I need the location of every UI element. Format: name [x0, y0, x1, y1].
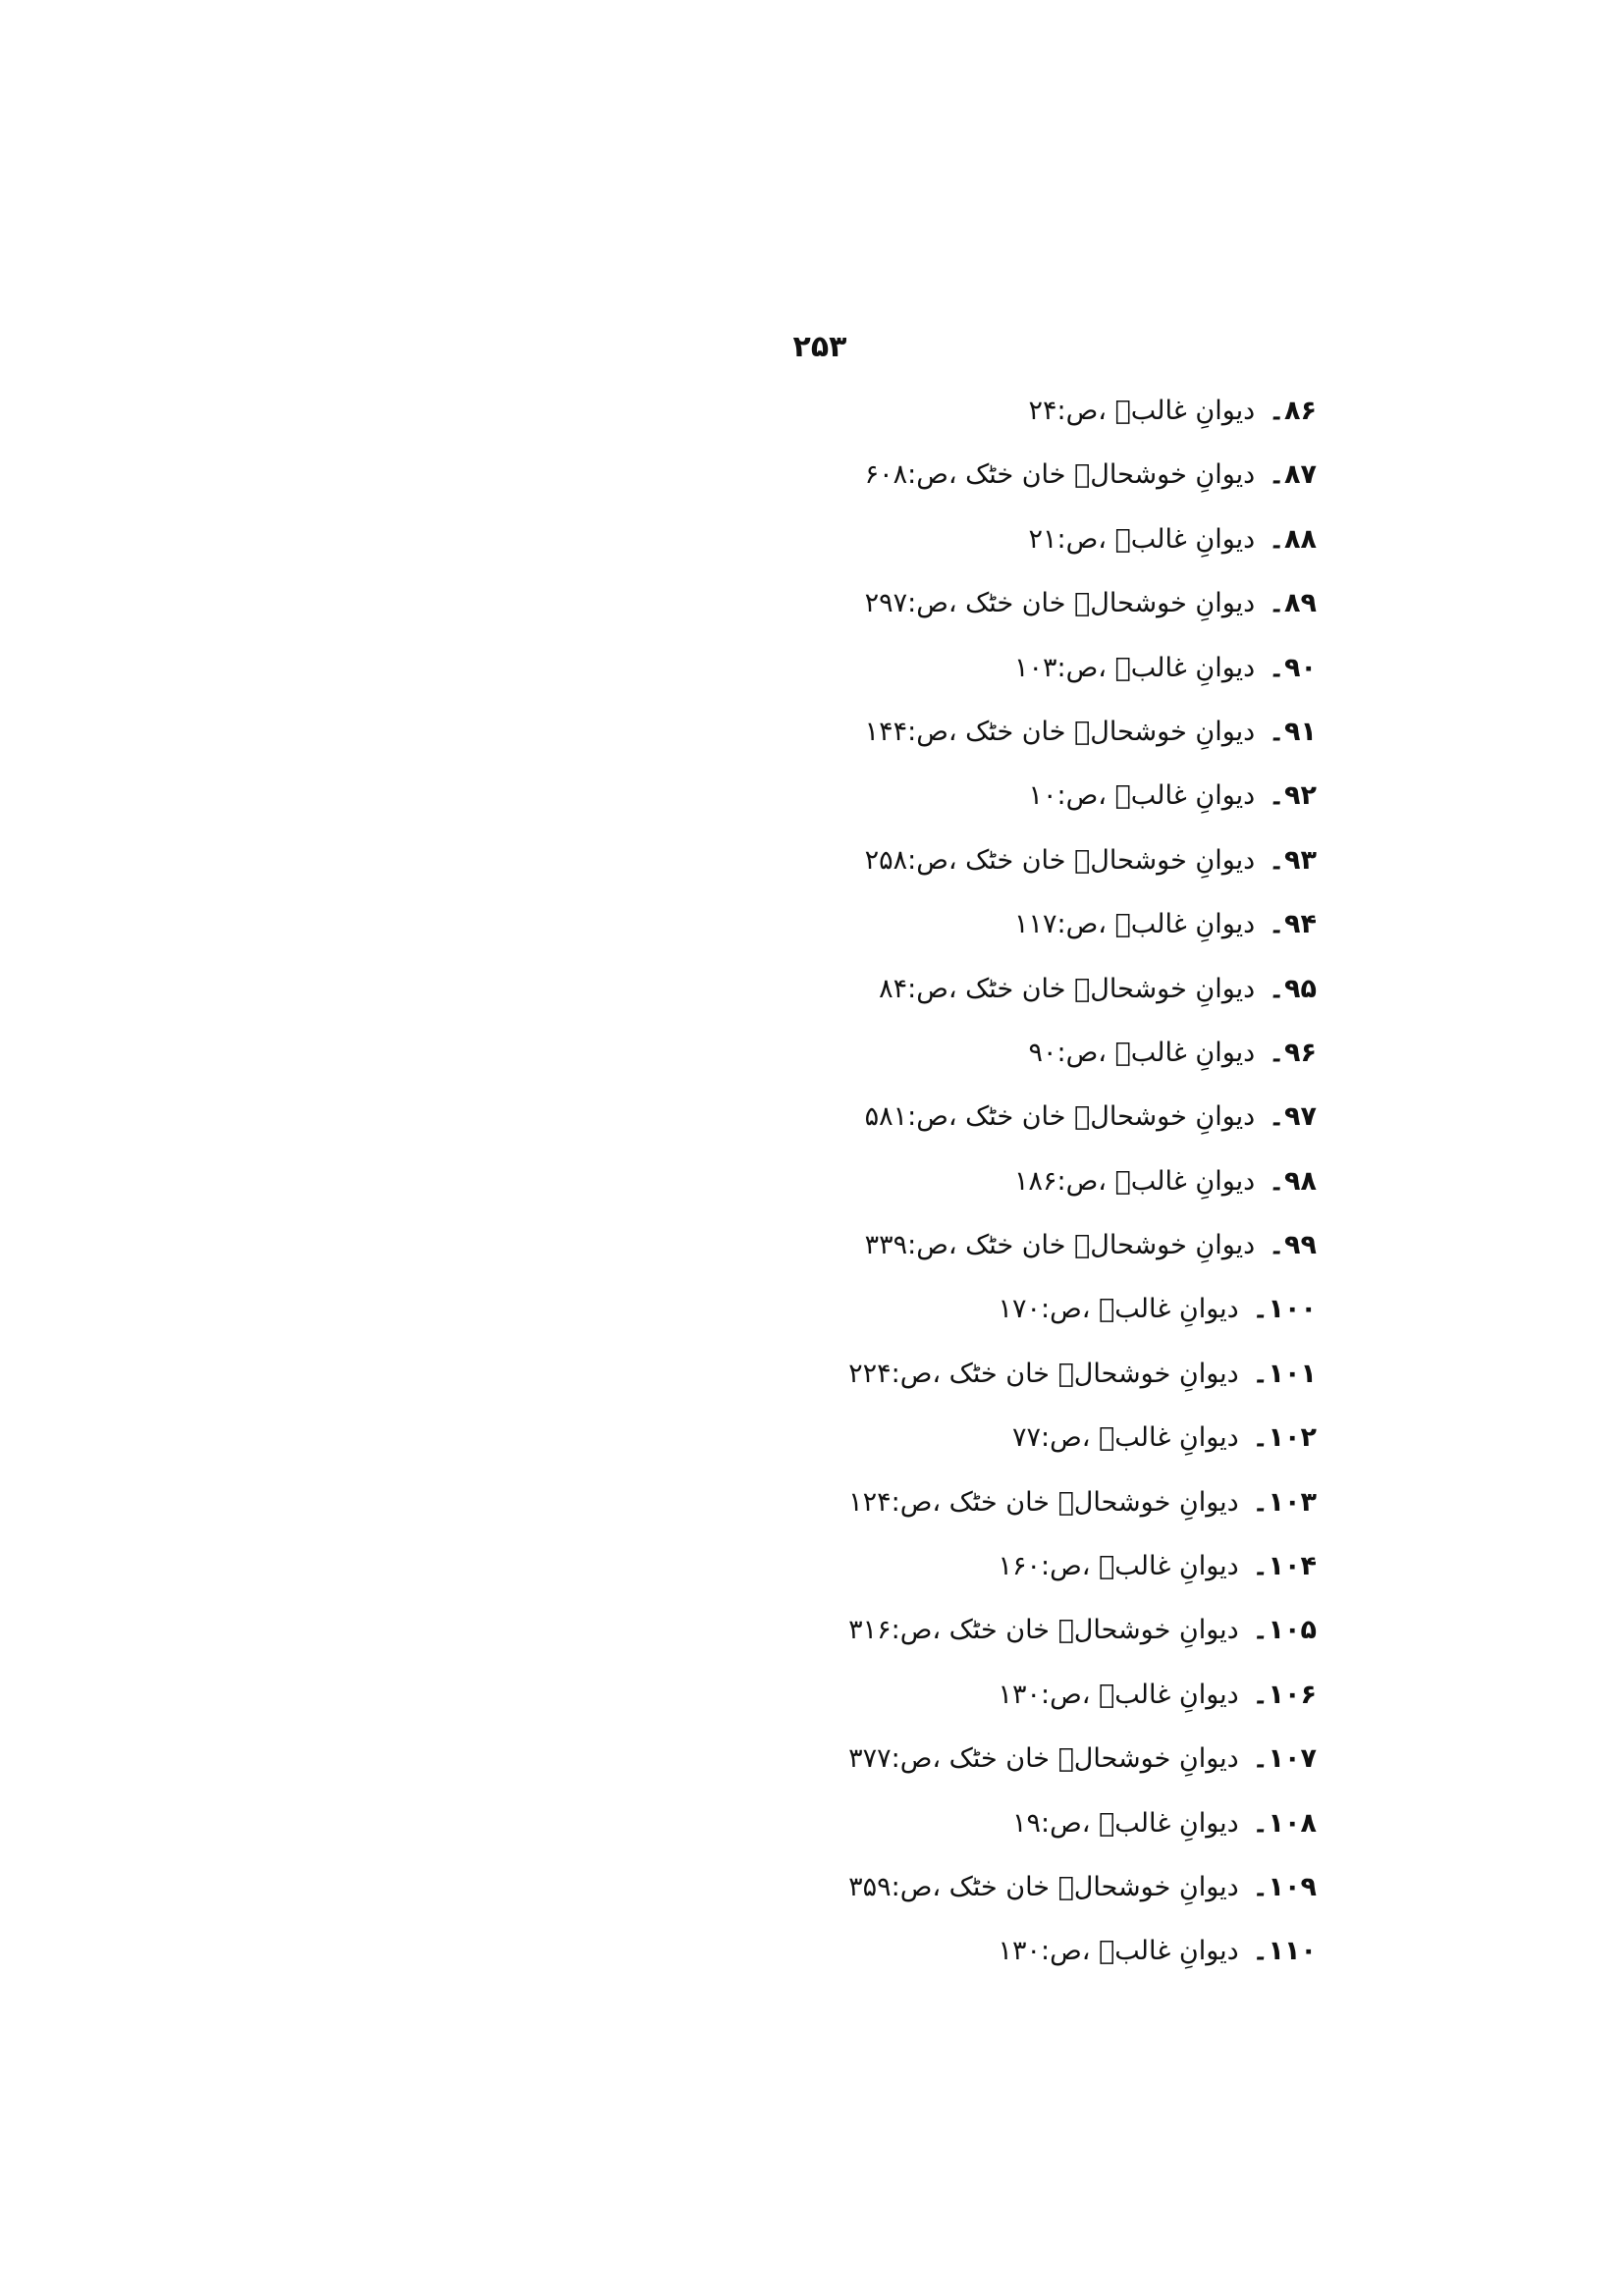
endnote-number: ۱۰۰۔: [1252, 1294, 1317, 1325]
page-number: ۲۵۳: [792, 330, 847, 364]
endnote-number: ۹۲۔: [1269, 780, 1317, 812]
endnote-citation: دیوانِ خوشحالؔ خان خٹک ،ص:۲۵۸: [864, 844, 1256, 876]
endnote-citation: دیوانِ خوشحالؔ خان خٹک ،ص:۳۷۷: [848, 1743, 1239, 1775]
endnote-citation: دیوانِ غالبؔ ،ص:۲۴: [1028, 396, 1256, 426]
endnote-item: [806, 1791, 1317, 1855]
endnote-citation: دیوانِ غالبؔ ،ص:۱۸۶: [1013, 1165, 1256, 1197]
endnote-citation: دیوانِ غالبؔ ،ص:۱۹: [1011, 1807, 1239, 1839]
endnote-citation: دیوانِ خوشحالؔ خان خٹک ،ص:۸۴: [879, 973, 1256, 1004]
endnote-number: ۹۷۔: [1269, 1101, 1317, 1133]
endnote-citation: دیوانِ خوشحالؔ خان خٹک ،ص:۵۸۱: [864, 1101, 1256, 1133]
endnote-citation: دیوانِ خوشحالؔ خان خٹک ،ص:۶۰۸: [864, 459, 1256, 491]
endnote-item: [806, 700, 1317, 764]
endnote-item: [806, 1085, 1317, 1148]
endnote-citation: دیوانِ خوشحالؔ خان خٹک ،ص:۱۴۴: [864, 716, 1256, 747]
endnote-item: [806, 1342, 1317, 1406]
endnote-number: ۱۰۳۔: [1252, 1486, 1317, 1518]
endnote-number: ۹۴۔: [1269, 909, 1317, 940]
endnote-citation: دیوانِ غالبؔ ،ص:۱۷۰: [998, 1294, 1239, 1325]
endnote-citation: دیوانِ خوشحالؔ خان خٹک ،ص:۳۱۶: [848, 1615, 1239, 1646]
endnote-number: ۹۸۔: [1269, 1165, 1317, 1197]
endnote-number: ۱۰۸۔: [1252, 1807, 1317, 1839]
endnote-item: [806, 764, 1317, 828]
endnote-number: ۱۰۵۔: [1252, 1615, 1317, 1646]
endnote-item: [806, 1855, 1317, 1919]
endnote-number: ۱۰۴۔: [1252, 1551, 1317, 1582]
endnote-number: ۹۳۔: [1269, 844, 1317, 876]
endnote-item: [806, 379, 1317, 443]
endnote-citation: دیوانِ غالبؔ ،ص:۱۳۰: [998, 1936, 1239, 1967]
endnote-citation: دیوانِ خوشحالؔ خان خٹک ،ص:۳۳۹: [864, 1230, 1256, 1261]
endnote-number: ۹۱۔: [1269, 716, 1317, 747]
endnote-citation: دیوانِ غالبؔ ،ص:۹۰: [1028, 1037, 1256, 1068]
endnote-item: [806, 571, 1317, 635]
endnote-item: [806, 507, 1317, 571]
endnote-citation: دیوانِ غالبؔ ،ص:۱۳۰: [998, 1679, 1239, 1710]
endnote-number: ۱۰۹۔: [1252, 1871, 1317, 1902]
endnotes-list: [806, 379, 1317, 1984]
endnote-item: [806, 1149, 1317, 1213]
endnote-item: [806, 1919, 1317, 1983]
endnote-item: [806, 892, 1317, 956]
endnote-citation: دیوانِ غالبؔ ،ص:۷۷: [1011, 1422, 1239, 1454]
endnote-citation: دیوانِ غالبؔ ،ص:۱۰۳: [1013, 652, 1256, 683]
endnote-citation: دیوانِ غالبؔ ،ص:۲۱: [1028, 523, 1256, 555]
endnote-item: [806, 1277, 1317, 1341]
endnote-number: ۹۹۔: [1269, 1230, 1317, 1261]
endnote-citation: دیوانِ خوشحالؔ خان خٹک ،ص:۱۲۴: [848, 1486, 1239, 1518]
endnote-number: ۱۱۰۔: [1252, 1936, 1317, 1967]
endnote-item: [806, 1470, 1317, 1534]
endnote-item: [806, 957, 1317, 1021]
endnote-citation: دیوانِ خوشحالؔ خان خٹک ،ص:۲۹۷: [864, 588, 1256, 619]
endnote-number: ۱۰۲۔: [1252, 1422, 1317, 1454]
endnote-number: ۸۶۔: [1269, 396, 1317, 426]
endnote-item: [806, 1727, 1317, 1790]
endnote-citation: دیوانِ خوشحالؔ خان خٹک ،ص:۲۲۴: [848, 1358, 1239, 1389]
endnote-citation: دیوانِ غالبؔ ،ص:۱۱۷: [1013, 909, 1256, 940]
endnote-item: [806, 636, 1317, 700]
endnote-citation: دیوانِ غالبؔ ،ص:۱۶۰: [998, 1551, 1239, 1582]
endnote-item: [806, 1213, 1317, 1277]
endnote-item: [806, 1021, 1317, 1085]
endnote-item: [806, 443, 1317, 507]
endnote-item: [806, 1406, 1317, 1469]
endnote-number: ۱۰۱۔: [1252, 1358, 1317, 1389]
endnote-item: [806, 1663, 1317, 1727]
endnote-number: ۸۷۔: [1269, 459, 1317, 491]
endnote-item: [806, 1534, 1317, 1598]
endnote-number: ۱۰۷۔: [1252, 1743, 1317, 1775]
endnote-item: [806, 828, 1317, 892]
endnote-number: ۹۰۔: [1269, 652, 1317, 683]
endnote-citation: دیوانِ خوشحالؔ خان خٹک ،ص:۳۵۹: [848, 1871, 1239, 1902]
endnote-number: ۹۵۔: [1269, 973, 1317, 1004]
endnote-item: [806, 1598, 1317, 1662]
endnote-citation: دیوانِ غالبؔ ،ص:۱۰: [1028, 780, 1256, 812]
endnote-number: ۸۸۔: [1269, 523, 1317, 555]
endnote-number: ۸۹۔: [1269, 588, 1317, 619]
endnote-number: ۱۰۶۔: [1252, 1679, 1317, 1710]
endnote-number: ۹۶۔: [1269, 1037, 1317, 1068]
